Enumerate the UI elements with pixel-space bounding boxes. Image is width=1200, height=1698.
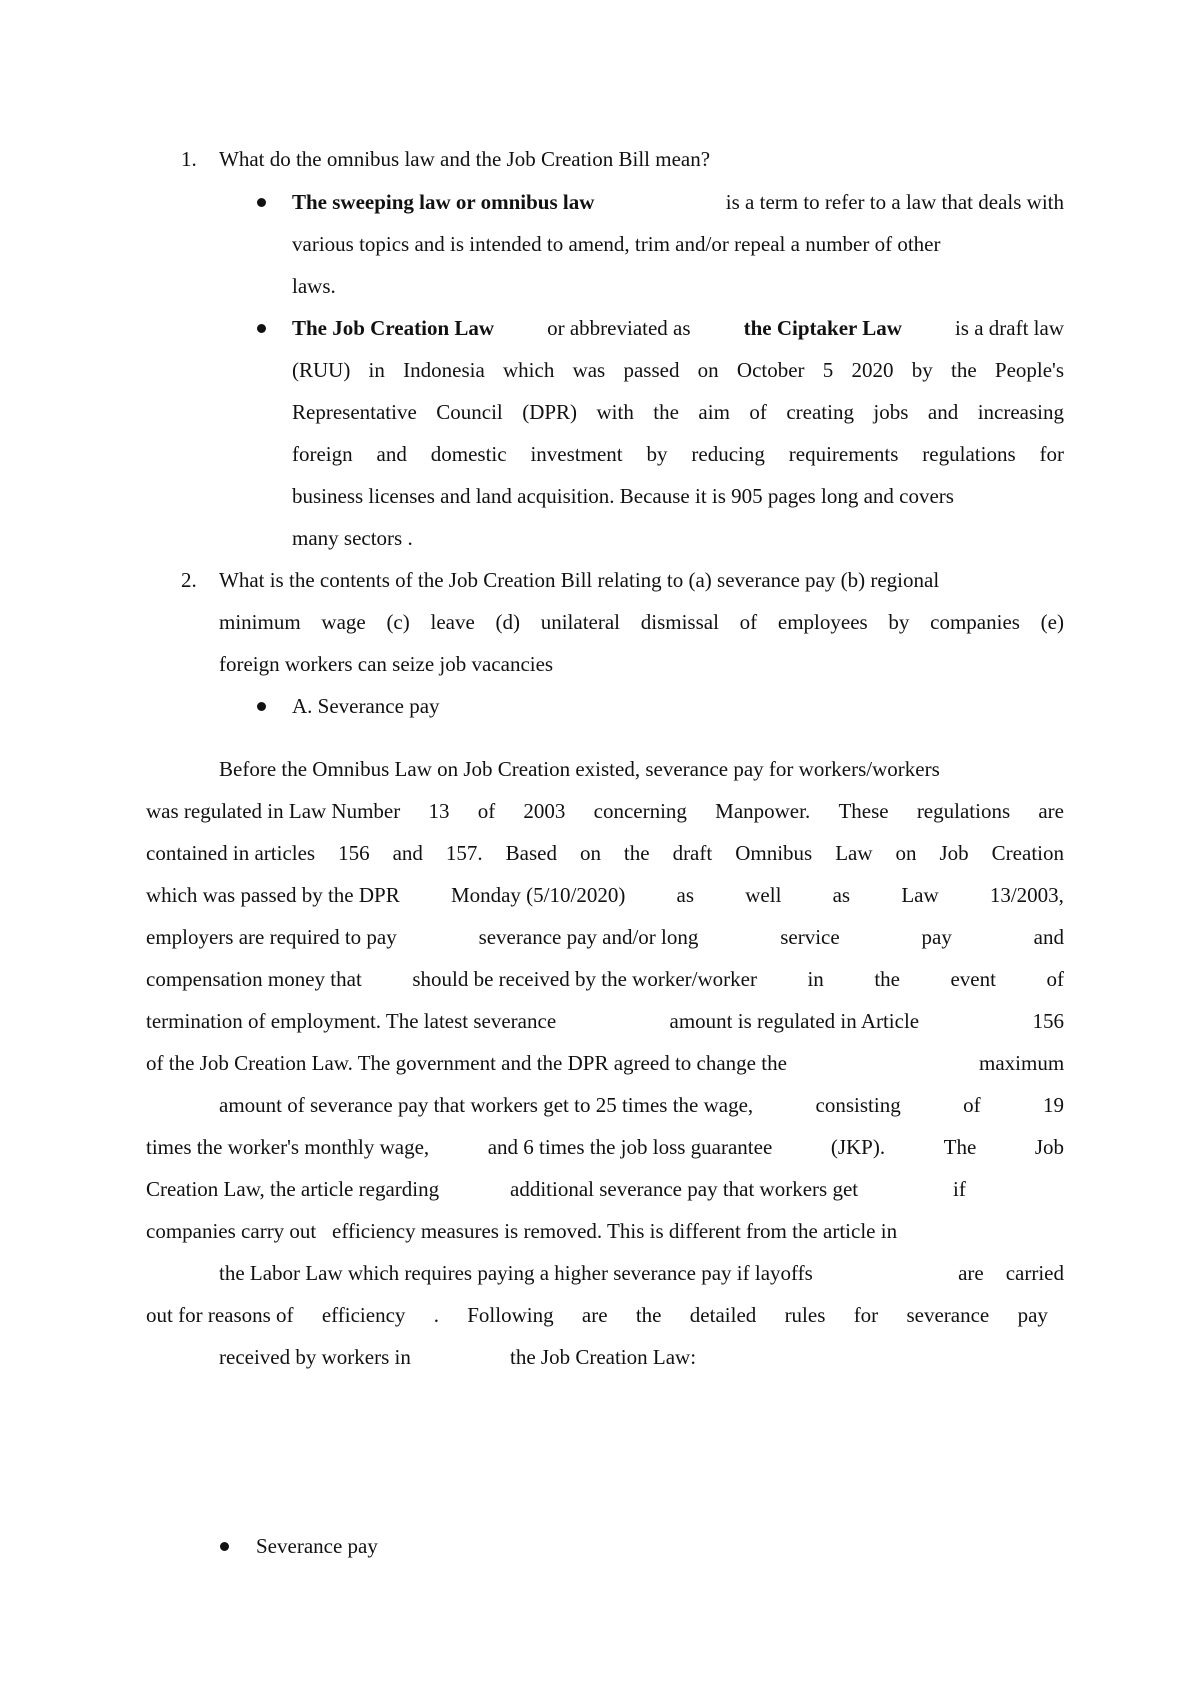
word: pay <box>921 925 952 949</box>
word: The <box>943 1135 977 1159</box>
word: severance pay and/or long <box>478 925 699 949</box>
word: are <box>1038 799 1064 823</box>
word: 19 <box>1042 1093 1064 1117</box>
para-line-14 <box>146 1294 1048 1336</box>
para-line-9 <box>219 1084 1064 1126</box>
para-line-2 <box>146 790 1064 832</box>
word: amount of severance pay that workers get to 25 times the wage, <box>219 1093 754 1117</box>
para-line-11b: additional severance pay that workers get <box>510 1177 859 1201</box>
word: Following <box>467 1303 554 1327</box>
word: 13 <box>428 799 450 823</box>
word: service <box>780 925 840 949</box>
q2-bullet-severance-pay: A. Severance pay <box>292 694 440 718</box>
q1-bullet2-line4: foreign and domestic investment by reducing requirements regulations for <box>292 442 1064 466</box>
word: Job <box>1034 1135 1064 1159</box>
word: and 6 times the job loss guarantee <box>487 1135 773 1159</box>
word: as <box>676 883 695 907</box>
para-line-5 <box>146 916 1064 958</box>
bullet-icon <box>220 1542 229 1551</box>
word: of <box>1046 967 1064 991</box>
word: in <box>807 967 824 991</box>
word: employers are required to pay <box>146 925 397 949</box>
para-line-4 <box>146 874 1064 916</box>
para-line-6 <box>146 958 1064 1000</box>
word: contained in articles <box>146 841 316 865</box>
word: These <box>838 799 889 823</box>
word: the <box>635 1303 662 1327</box>
para-line-1: Before the Omnibus Law on Job Creation existed, severance pay for workers/workers <box>219 757 940 781</box>
bullet-icon <box>257 198 266 207</box>
word: as <box>832 883 851 907</box>
q1-bullet2-line5: business licenses and land acquisition. Because it is 905 pages long and covers <box>292 484 954 508</box>
word: well <box>745 883 782 907</box>
word: was regulated in Law Number <box>146 799 401 823</box>
word: out for reasons of <box>146 1303 294 1327</box>
question-2-line1: What is the contents of the Job Creation Bill relating to (a) severance pay (b) regional <box>219 568 940 592</box>
bullet-icon <box>257 324 266 333</box>
final-bullet-severance-pay: Severance pay <box>256 1534 378 1558</box>
word: on <box>579 841 601 865</box>
bold-term-ciptaker-law: the Ciptaker Law <box>743 316 902 340</box>
para-line-11a: Creation Law, the article regarding <box>146 1177 440 1201</box>
word: Manpower. <box>715 799 811 823</box>
word: . <box>433 1303 439 1327</box>
word: 156 <box>338 841 370 865</box>
list-number-2: 2. <box>181 568 197 592</box>
word: amount is regulated in Article <box>669 1009 920 1033</box>
para-line-13 <box>219 1252 1064 1294</box>
word: regulations <box>916 799 1011 823</box>
word: draft <box>672 841 713 865</box>
question-2-line3: foreign workers can seize job vacancies <box>219 652 554 676</box>
para-line-3 <box>146 832 1064 874</box>
word: for <box>853 1303 879 1327</box>
q1-bullet1-line2: various topics and is intended to amend, trim and/or repeal a number of other <box>292 232 941 256</box>
word: Based <box>505 841 557 865</box>
word: should be received by the worker/worker <box>412 967 757 991</box>
word: are <box>958 1261 984 1285</box>
word: termination of employment. The latest severance <box>146 1009 557 1033</box>
word: the Labor Law which requires paying a higher severance pay if layoffs <box>219 1261 813 1285</box>
text-run: is a term to refer to a law that deals with <box>725 190 1064 214</box>
text-run: or abbreviated as <box>547 316 691 340</box>
word: of <box>477 799 496 823</box>
word: are <box>581 1303 608 1327</box>
word: on <box>895 841 917 865</box>
q1-bullet2-line2: (RUU) in Indonesia which was passed on October 5 2020 by the People's <box>292 358 1064 382</box>
bold-term-omnibus-law: The sweeping law or omnibus law <box>292 190 595 214</box>
q1-bullet2-line1 <box>292 307 1064 349</box>
word: 13/2003, <box>989 883 1064 907</box>
word: severance <box>906 1303 990 1327</box>
word: pay <box>1017 1303 1048 1327</box>
word: the <box>623 841 650 865</box>
question-1-text: What do the omnibus law and the Job Creation Bill mean? <box>219 147 711 171</box>
word: 156 <box>1032 1009 1064 1033</box>
word: times the worker's monthly wage, <box>146 1135 430 1159</box>
word: which was passed by the DPR <box>146 883 400 907</box>
para-line-11c: if <box>953 1177 966 1201</box>
word: consisting <box>815 1093 901 1117</box>
word: and <box>392 841 423 865</box>
para-line-10 <box>146 1126 1064 1168</box>
word: rules <box>784 1303 826 1327</box>
word: Omnibus <box>735 841 813 865</box>
q1-bullet2-line6: many sectors . <box>292 526 413 550</box>
word: event <box>950 967 996 991</box>
bullet-icon <box>257 702 266 711</box>
word: detailed <box>689 1303 757 1327</box>
word: the <box>874 967 900 991</box>
para-line-8a: of the Job Creation Law. The government and the DPR agreed to change the <box>146 1051 787 1075</box>
q1-bullet2-line3: Representative Council (DPR) with the aim of creating jobs and increasing <box>292 400 1064 424</box>
word: efficiency <box>321 1303 406 1327</box>
word: Monday (5/10/2020) <box>450 883 626 907</box>
list-number-1: 1. <box>181 147 197 171</box>
word: 157. <box>445 841 483 865</box>
para-line-15b: the Job Creation Law: <box>510 1345 697 1369</box>
word: concerning <box>593 799 687 823</box>
para-line-8b: maximum <box>979 1051 1065 1075</box>
q1-bullet1-line3: laws. <box>292 274 336 298</box>
text-run: is a draft law <box>954 316 1064 340</box>
word: Law <box>901 883 939 907</box>
para-line-15a: received by workers in <box>219 1345 411 1369</box>
word: carried <box>1005 1261 1064 1285</box>
q1-bullet1-line1 <box>292 181 1064 223</box>
bold-term-job-creation-law: The Job Creation Law <box>292 316 495 340</box>
word: of <box>963 1093 981 1117</box>
word: Creation <box>991 841 1064 865</box>
word: 2003 <box>523 799 566 823</box>
word: and <box>1033 925 1064 949</box>
para-line-12: companies carry out efficiency measures is removed. This is different from the article in <box>146 1219 898 1243</box>
word: (JKP). <box>830 1135 886 1159</box>
word: Law <box>835 841 873 865</box>
para-line-7 <box>146 1000 1064 1042</box>
word: compensation money that <box>146 967 362 991</box>
word: Job <box>939 841 969 865</box>
question-2-line2: minimum wage (c) leave (d) unilateral dismissal of employees by companies (e) <box>219 610 1064 634</box>
